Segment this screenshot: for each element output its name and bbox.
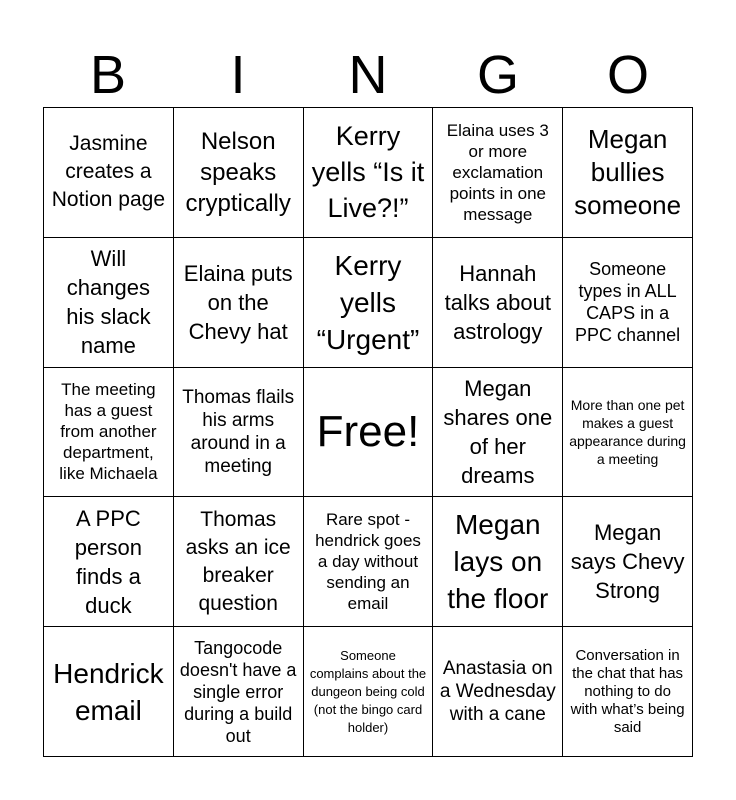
free-space[interactable] [304,368,434,498]
header-letter-i: I [230,45,246,105]
cell-text: Megan lays on the floor [447,509,549,615]
bingo-cell[interactable] [433,238,563,368]
cell-text: Thomas flails his arms around in a meeting [182,386,295,477]
bingo-cell[interactable] [563,368,693,498]
bingo-cell[interactable] [44,497,174,627]
cell-text: Someone complains about the dungeon being cold (not the bingo card holder) [309,647,427,735]
bingo-cell[interactable] [44,368,174,498]
bingo-cell[interactable] [563,627,693,757]
bingo-cell[interactable] [174,627,304,757]
bingo-cell[interactable] [44,238,174,368]
header-letter-b: B [89,45,127,105]
bingo-cell[interactable] [304,497,434,627]
header-letter-g: G [476,45,519,105]
bingo-cell[interactable] [433,368,563,498]
bingo-cell[interactable] [304,627,434,757]
bingo-cell[interactable] [174,368,304,498]
bingo-cell[interactable] [44,627,174,757]
cell-text: Kerry yells “Is it Live?!” [311,121,425,224]
free-space-label: Free! [316,406,420,456]
bingo-cell[interactable] [433,627,563,757]
cell-text: Elaina uses 3 or more exclamation points in one message [446,120,549,224]
bingo-cell[interactable] [304,108,434,238]
cell-text: Conversation in the chat that has nothing to do with what’s being said [570,646,685,736]
bingo-header [43,44,693,106]
cell-text: Kerry yells “Urgent” [316,249,420,355]
bingo-cell[interactable] [174,108,304,238]
bingo-cell[interactable] [174,497,304,627]
bingo-cell[interactable] [174,238,304,368]
bingo-cell[interactable] [563,238,693,368]
bingo-cell[interactable] [433,497,563,627]
cell-text: Megan says Chevy Strong [570,520,685,604]
cell-text: Hendrick email [53,657,164,726]
bingo-cell[interactable] [563,497,693,627]
bingo-cell[interactable] [563,108,693,238]
cell-text: The meeting has a guest from another department, like Michaela [59,380,158,484]
cell-text: Thomas asks an ice breaker question [185,507,291,615]
cell-text: Someone types in ALL CAPS in a PPC channel [575,259,681,346]
cell-text: Megan bullies someone [574,123,682,220]
cell-text: Will changes his slack name [66,246,151,359]
bingo-cell[interactable] [304,238,434,368]
cell-text: Jasmine creates a Notion page [51,132,166,212]
cell-text: Megan shares one of her dreams [443,375,553,488]
bingo-cell[interactable] [433,108,563,238]
cell-text: Hannah talks about astrology [444,260,551,344]
cell-text: More than one pet makes a guest appearance during a meeting [569,396,686,467]
cell-text: A PPC person finds a duck [74,505,143,618]
cell-text: Tangocode doesn't have a single error during a build out [179,637,297,746]
cell-text: Rare spot - hendrick goes a day without sending an email [315,510,421,614]
cell-text: Elaina puts on the Chevy hat [183,260,293,344]
cell-text: Anastasia on a Wednesday with a cane [439,658,556,726]
header-letter-o: O [606,45,649,105]
cell-text: Nelson speaks cryptically [185,127,291,217]
bingo-cell[interactable] [44,108,174,238]
bingo-grid [43,107,693,757]
header-letter-n: N [348,45,388,105]
